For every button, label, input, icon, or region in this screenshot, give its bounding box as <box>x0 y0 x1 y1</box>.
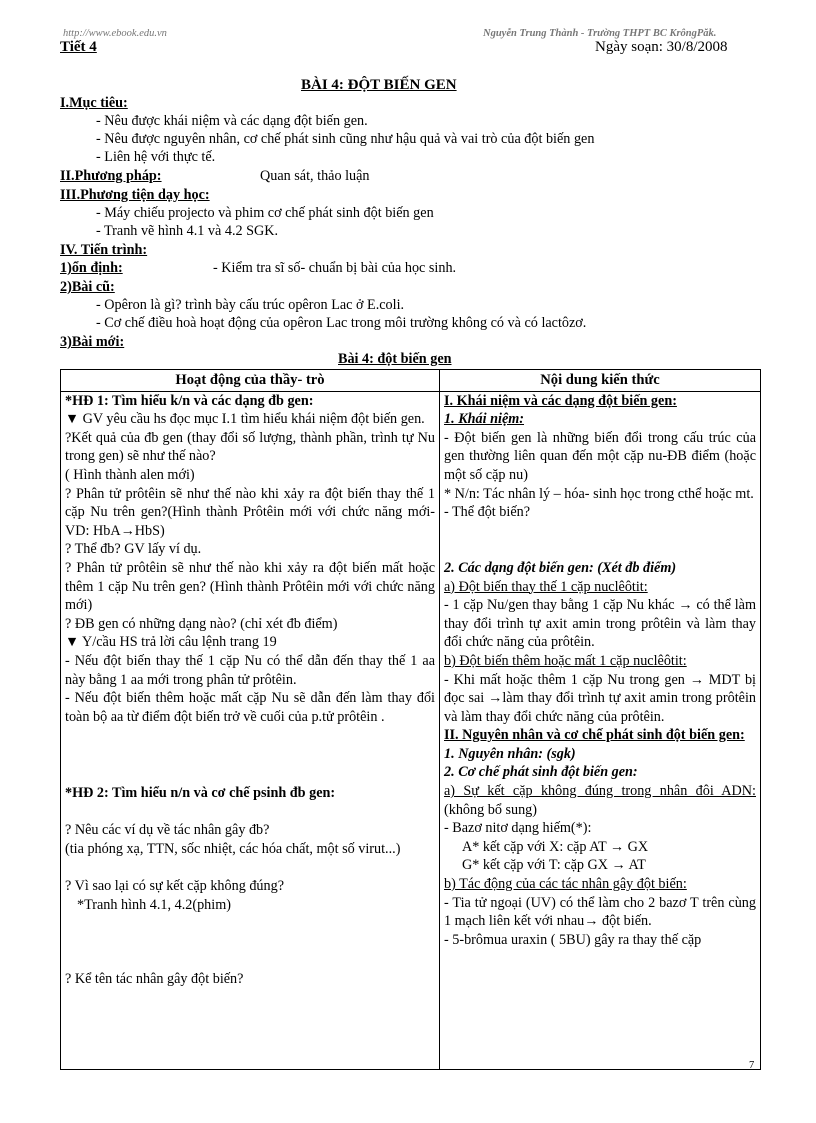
activity-line: - Nếu đột biến thay thế 1 cặp Nu có thể dẫn đến thay thế 1 aa này bằng 1 aa mới trong phân tử prôtêin. <box>65 652 435 688</box>
activity-line: ( Hình thành alen mới) <box>65 466 195 483</box>
header-author: Nguyễn Trung Thành - Trường THPT BC KrôngPăk. <box>483 28 717 39</box>
content-line: - 1 cặp Nu/gen thay bằng 1 cặp Nu khác → có thể làm thay đổi trình tự axit amin trong prôtêin và làm thay đổi chức năng của prôtêin. <box>444 597 756 651</box>
page-title: BÀI 4: ĐỘT BIẾN GEN <box>301 77 457 93</box>
means-item: - Tranh vẽ hình 4.1 và 4.2 SGK. <box>96 223 279 239</box>
activity-line: ? Phân tử prôtêin sẽ như thế nào khi xảy ra đột biến mất hoặc thêm 1 cặp Nu trên gen? (Hình thành Prôtêin mới với chức năng mới) <box>65 559 435 614</box>
content-note: (không bổ sung) <box>444 801 538 818</box>
content-subheading: a) Sự kết cặp không đúng trong nhân đôi ADN: <box>444 783 756 800</box>
content-subheading: a) Đột biến thay thế 1 cặp nuclêôtit: <box>444 578 648 595</box>
lesson-table <box>60 369 761 1070</box>
knowledge-content <box>440 391 761 1069</box>
content-subheading-row <box>444 782 756 819</box>
content-subheading: b) Đột biến thêm hoặc mất 1 cặp nuclêôtit: <box>444 652 687 669</box>
content-subheading: b) Tác động của các tác nhân gây đột biến: <box>444 876 687 893</box>
lesson-number: Tiết 4 <box>60 39 97 55</box>
section-2-heading: II. Nguyên nhân và cơ chế phát sinh đột biến gen: <box>444 727 745 744</box>
header-url: http://www.ebook.edu.vn <box>63 28 167 39</box>
old-lesson-heading: 2)Bài cũ: <box>60 279 115 295</box>
content-line: - Khi mất hoặc thêm 1 cặp Nu trong gen → MDT bị đọc sai →làm thay đổi trình tự axit amin trong prôtêin và làm thay đổi chức năng của prôtêin. <box>444 671 756 725</box>
activity-line: ?Kết quả của đb gen (thay đổi số lượng, thành phần, trình tự Nu trong gen) sẽ như thế nào? <box>65 429 435 465</box>
old-lesson-item: - Cơ chế điều hoà hoạt động của opêron Lac trong môi trường không có và có lactôzơ. <box>96 315 587 331</box>
page-number: 7 <box>749 1060 755 1071</box>
process-heading: IV. Tiến trình: <box>60 242 148 258</box>
teacher-student-activities <box>61 391 440 1069</box>
old-lesson-item: - Opêron là gì? trình bày cấu trúc opêron Lac ở E.coli. <box>96 297 405 313</box>
content-line: - Thể đột biến? <box>444 504 531 521</box>
subsection-heading: 1. Khái niệm: <box>444 411 525 428</box>
table-header-right: Nội dung kiến thức <box>440 370 761 392</box>
activity-line: ? Phân tử prôtêin sẽ như thế nào khi xảy ra đột biến thay thế 1 cặp Nu trên gen?(Hình thành Prôtêin mới với chức năng mới- VD: HbA→HbS) <box>65 485 435 539</box>
objective-item: - Nêu được khái niệm và các dạng đột biến gen. <box>96 113 368 129</box>
means-item: - Máy chiếu projecto và phim cơ chế phát sinh đột biến gen <box>96 205 434 221</box>
activity-line: ? Vì sao lại có sự kết cặp không đúng? <box>65 878 285 895</box>
activity-line: *Tranh hình 4.1, 4.2(phim) <box>77 896 231 913</box>
activity-line: (tia phóng xạ, TTN, sốc nhiệt, các hóa chất, một số virut...) <box>65 840 401 857</box>
method-text: Quan sát, thảo luận <box>260 168 370 184</box>
content-line: - Đột biến gen là những biến đổi trong cấu trúc của gen thường liên quan đến một cặp nu-ĐB điểm (hoặc một số cặp nu) <box>444 429 756 483</box>
means-heading: III.Phương tiện dạy học: <box>60 187 210 203</box>
activity-line: ? Nêu các ví dụ về tác nhân gây đb? <box>65 822 270 839</box>
table-header-left: Hoạt động của thầy- trò <box>61 370 440 392</box>
objective-item: - Liên hệ với thực tế. <box>96 149 216 165</box>
activity-1-title: *HĐ 1: Tìm hiểu k/n và các dạng đb gen: <box>65 392 314 409</box>
activity-line: ▼ Y/cầu HS trả lời câu lệnh trang 19 <box>65 634 277 651</box>
subsection-heading: 2. Các dạng đột biến gen: (Xét đb điểm) <box>444 559 677 576</box>
objective-item: - Nêu được nguyên nhân, cơ chế phát sinh cũng như hậu quả và vai trò của đột biến gen <box>96 131 595 147</box>
stabilize-heading: 1)ổn định: <box>60 260 123 276</box>
subsection-heading: 2. Cơ chế phát sinh đột biến gen: <box>444 764 638 781</box>
activity-line: ▼ GV yêu cầu hs đọc mục I.1 tìm hiểu khái niệm đột biến gen. <box>65 411 425 428</box>
content-line: - Bazơ nitơ dạng hiếm(*): <box>444 820 592 837</box>
activity-line: ? ĐB gen có những dạng nào? (chỉ xét đb điểm) <box>65 615 338 632</box>
activity-2-title: *HĐ 2: Tìm hiểu n/n và cơ chế psinh đb gen: <box>65 785 336 802</box>
content-line: - 5-brômua uraxin ( 5BU) gây ra thay thế cặp <box>444 931 702 948</box>
section-1-heading: I. Khái niệm và các dạng đột biến gen: <box>444 392 677 409</box>
content-line: * N/n: Tác nhân lý – hóa- sinh học trong cthể hoặc mt. <box>444 485 754 502</box>
content-line: G* kết cặp với T: cặp GX → AT <box>462 857 646 874</box>
stabilize-text: - Kiểm tra sĩ số- chuẩn bị bài của học sinh. <box>213 260 457 276</box>
subsection-heading: 1. Nguyên nhân: (sgk) <box>444 745 576 762</box>
content-line: A* kết cặp với X: cặp AT → GX <box>462 838 649 855</box>
prep-date: Ngày soạn: 30/8/2008 <box>595 39 728 55</box>
new-lesson-heading: 3)Bài mới: <box>60 334 125 350</box>
content-line: - Tia tử ngoại (UV) có thể làm cho 2 bazơ T trên cùng 1 mạch liên kết với nhau→ đột biến. <box>444 894 756 930</box>
activity-line: ? Kể tên tác nhân gây đột biến? <box>65 971 244 987</box>
activity-line: - Nếu đột biến thêm hoặc mất cặp Nu sẽ dẫn đến làm thay đổi toàn bộ aa từ điểm đột biến trở về cuối của p.tử prôtêin . <box>65 690 435 725</box>
activity-line: ? Thể đb? GV lấy ví dụ. <box>65 541 202 558</box>
objectives-heading: I.Mục tiêu: <box>60 95 128 111</box>
table-caption: Bài 4: đột biến gen <box>338 351 452 367</box>
method-heading: II.Phương pháp: <box>60 168 162 184</box>
